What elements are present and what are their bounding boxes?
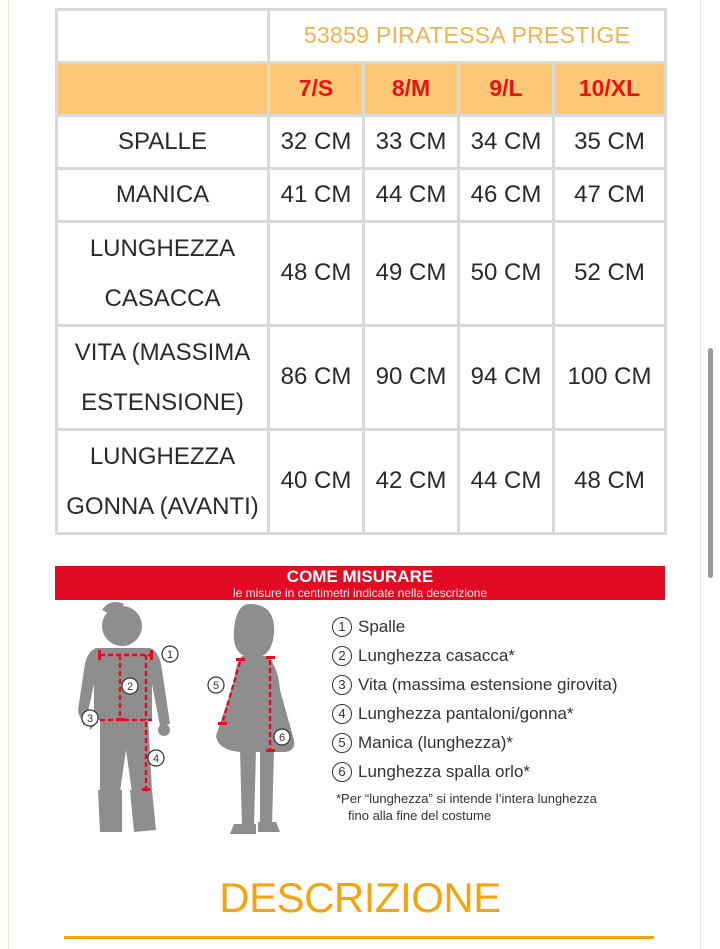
legend-number: 4 — [332, 704, 352, 724]
legend-text: Lunghezza casacca* — [358, 645, 515, 665]
page-guide-right — [700, 0, 701, 949]
row-label: LUNGHEZZA GONNA (AVANTI) — [57, 430, 269, 534]
table-row — [57, 222, 666, 326]
length-footnote — [336, 790, 597, 824]
empty-corner-cell — [57, 10, 269, 63]
table-cell: 35 CM — [554, 116, 666, 169]
row-label: MANICA — [57, 169, 269, 222]
size-header-10xl: 10/XL — [554, 63, 666, 116]
legend-number: 5 — [332, 733, 352, 753]
size-header-8m: 8/M — [364, 63, 459, 116]
legend-item — [332, 641, 618, 670]
how-to-measure-title: COME MISURARE — [286, 567, 434, 586]
row-label: VITA (MASSIMA ESTENSIONE) — [57, 326, 269, 430]
legend-text: Lunghezza spalla orlo* — [358, 761, 531, 781]
table-cell: 47 CM — [554, 169, 666, 222]
figure-marker: 3 — [86, 713, 94, 725]
table-cell: 32 CM — [269, 116, 364, 169]
legend-number: 1 — [332, 617, 352, 637]
table-cell: 40 CM — [269, 430, 364, 534]
table-cell: 48 CM — [269, 222, 364, 326]
legend-item — [332, 699, 618, 728]
table-cell: 44 CM — [364, 169, 459, 222]
how-to-measure-subtitle: le misure in centimetri indicate nella descrizione — [232, 586, 488, 600]
page-guide-left — [8, 0, 9, 949]
row-label: LUNGHEZZA CASACCA — [57, 222, 269, 326]
figure-marker: 4 — [152, 753, 160, 765]
table-cell: 34 CM — [459, 116, 554, 169]
table-cell: 52 CM — [554, 222, 666, 326]
child-side-silhouette — [216, 604, 294, 834]
table-cell: 41 CM — [269, 169, 364, 222]
table-cell: 42 CM — [364, 430, 459, 534]
empty-header-cell — [57, 63, 269, 116]
table-cell: 90 CM — [364, 326, 459, 430]
legend-item — [332, 612, 618, 641]
size-header-9l: 9/L — [459, 63, 554, 116]
size-table-title-row — [57, 10, 666, 63]
size-table — [55, 8, 667, 535]
legend-item — [332, 757, 618, 786]
table-row — [57, 430, 666, 534]
table-cell: 48 CM — [554, 430, 666, 534]
description-heading: DESCRIZIONE — [219, 874, 501, 921]
legend-item — [332, 728, 618, 757]
legend-text: Spalle — [358, 616, 406, 636]
description-divider — [64, 936, 654, 939]
table-cell: 100 CM — [554, 326, 666, 430]
table-cell: 50 CM — [459, 222, 554, 326]
figure-marker: 1 — [166, 649, 174, 661]
how-to-measure-banner — [55, 566, 665, 600]
table-cell: 86 CM — [269, 326, 364, 430]
table-row — [57, 169, 666, 222]
legend-text: Lunghezza pantaloni/gonna* — [358, 703, 574, 723]
legend-number: 2 — [332, 646, 352, 666]
legend-text: Manica (lunghezza)* — [358, 732, 513, 752]
measure-legend — [332, 612, 618, 786]
figure-marker: 5 — [212, 680, 220, 692]
table-row — [57, 116, 666, 169]
table-cell: 44 CM — [459, 430, 554, 534]
figure-marker: 6 — [278, 732, 286, 744]
product-title: 53859 PIRATESSA PRESTIGE — [269, 10, 666, 63]
legend-number: 6 — [332, 762, 352, 782]
size-header-row — [57, 63, 666, 116]
child-side-figure — [200, 600, 310, 840]
legend-number: 3 — [332, 675, 352, 695]
size-header-7s: 7/S — [269, 63, 364, 116]
figure-marker: 2 — [126, 681, 134, 693]
row-label: SPALLE — [57, 116, 269, 169]
table-row — [57, 326, 666, 430]
footnote-line: fino alla fine del costume — [348, 808, 492, 823]
table-cell: 33 CM — [364, 116, 459, 169]
child-front-figure — [60, 600, 200, 840]
legend-text: Vita (massima estensione girovita) — [358, 674, 618, 694]
scrollbar-thumb[interactable] — [708, 348, 713, 578]
legend-item — [332, 670, 618, 699]
table-cell: 94 CM — [459, 326, 554, 430]
table-cell: 46 CM — [459, 169, 554, 222]
footnote-line: *Per “lunghezza” si intende l’intera lunghezza — [336, 791, 597, 806]
table-cell: 49 CM — [364, 222, 459, 326]
